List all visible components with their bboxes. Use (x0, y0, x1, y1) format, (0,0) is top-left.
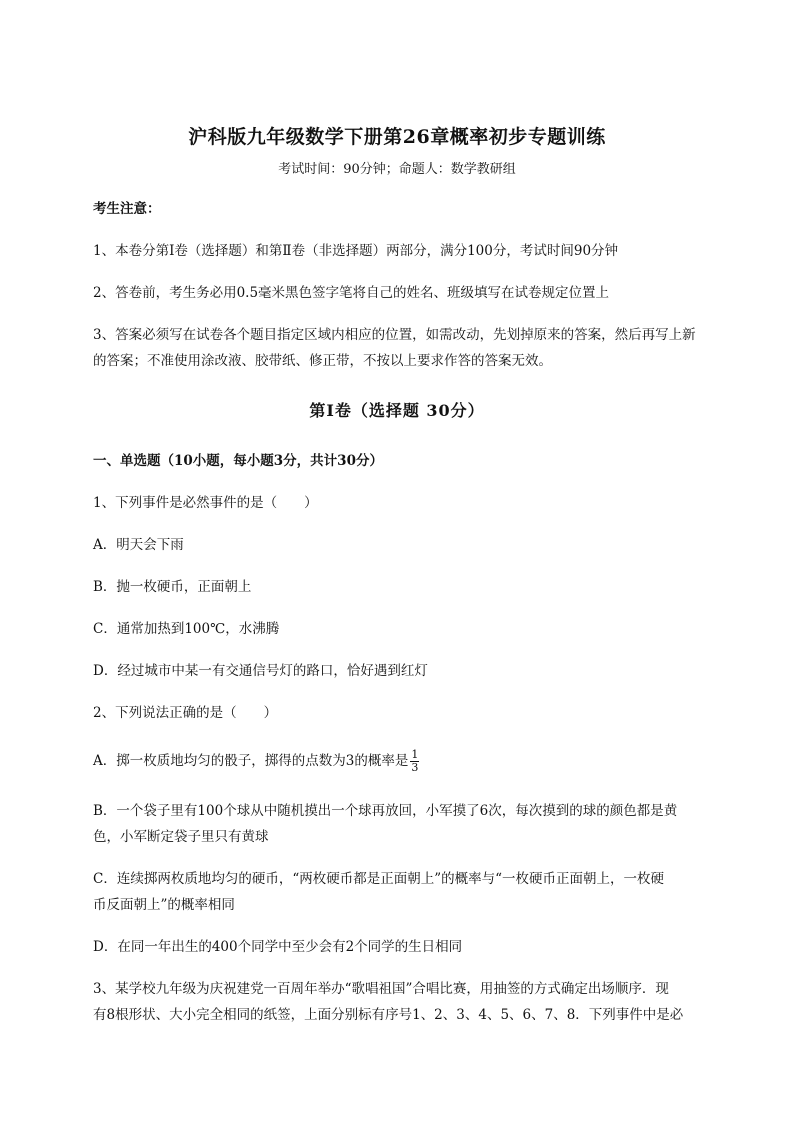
notice-item-3: 3、答案必须写在试卷各个题目指定区域内相应的位置，如需改动，先划掉原来的答案，然后再写上新 (93, 327, 696, 343)
q2-option-d: D．在同一年出生的400个同学中至少会有2个同学的生日相同 (93, 939, 463, 955)
q1-option-c: C．通常加热到100℃，水沸腾 (93, 621, 280, 637)
q2-option-a-text: A．掷一枚质地均匀的骰子，掷得的点数为3的概率是 (93, 753, 409, 769)
q2-stem: 2、下列说法正确的是（ ） (93, 705, 278, 721)
q3-stem-line1: 3、某学校九年级为庆祝建党一百周年举办“歌唱祖国”合唱比赛，用抽签的方式确定出场顺序．现 (93, 981, 669, 997)
part-title: 一、单选题（10小题，每小题3分，共计30分） (93, 453, 383, 469)
q1-stem: 1、下列事件是必然事件的是（ ） (93, 495, 318, 511)
q1-option-b: B．抛一枚硬币，正面朝上 (93, 579, 252, 595)
exam-title: 沪科版九年级数学下册第26章概率初步专题训练 (188, 126, 606, 148)
q3-stem-line2: 有8根形状、大小完全相同的纸签，上面分别标有序号1、2、3、4、5、6、7、8．下列事件中是必 (93, 1007, 684, 1023)
notice-item-1: 1、本卷分第I卷（选择题）和第Ⅱ卷（非选择题）两部分，满分100分，考试时间90分钟 (93, 243, 619, 259)
section-title: 第I卷（选择题 30分） (309, 401, 485, 420)
q1-option-a: A．明天会下雨 (93, 537, 184, 553)
fraction-denominator: 3 (411, 761, 419, 774)
exam-subtitle: 考试时间：90分钟；命题人：数学教研组 (278, 162, 516, 177)
fraction (410, 749, 419, 774)
q2-option-c-line1: C．连续掷两枚质地均匀的硬币，“两枚硬币都是正面朝上”的概率与“一枚硬币正面朝上，一枚硬 (93, 871, 665, 887)
q2-option-a (93, 748, 753, 774)
q2-option-b-line2: 色，小军断定袋子里只有黄球 (93, 829, 269, 845)
notice-item-3-cont: 的答案；不准使用涂改液、胶带纸、修正带，不按以上要求作答的答案无效。 (93, 353, 552, 369)
q2-option-b-line1: B．一个袋子里有100个球从中随机摸出一个球再放回，小军摸了6次，每次摸到的球的颜色都是黄 (93, 803, 678, 819)
fraction-numerator: 1 (411, 748, 419, 761)
q1-option-d: D．经过城市中某一有交通信号灯的路口，恰好遇到红灯 (93, 663, 428, 679)
q2-option-c-line2: 币反面朝上”的概率相同 (93, 897, 235, 913)
notice-heading: 考生注意： (93, 201, 161, 217)
notice-item-2: 2、答卷前，考生务必用0.5毫米黑色签字笔将自己的姓名、班级填写在试卷规定位置上 (93, 285, 610, 301)
